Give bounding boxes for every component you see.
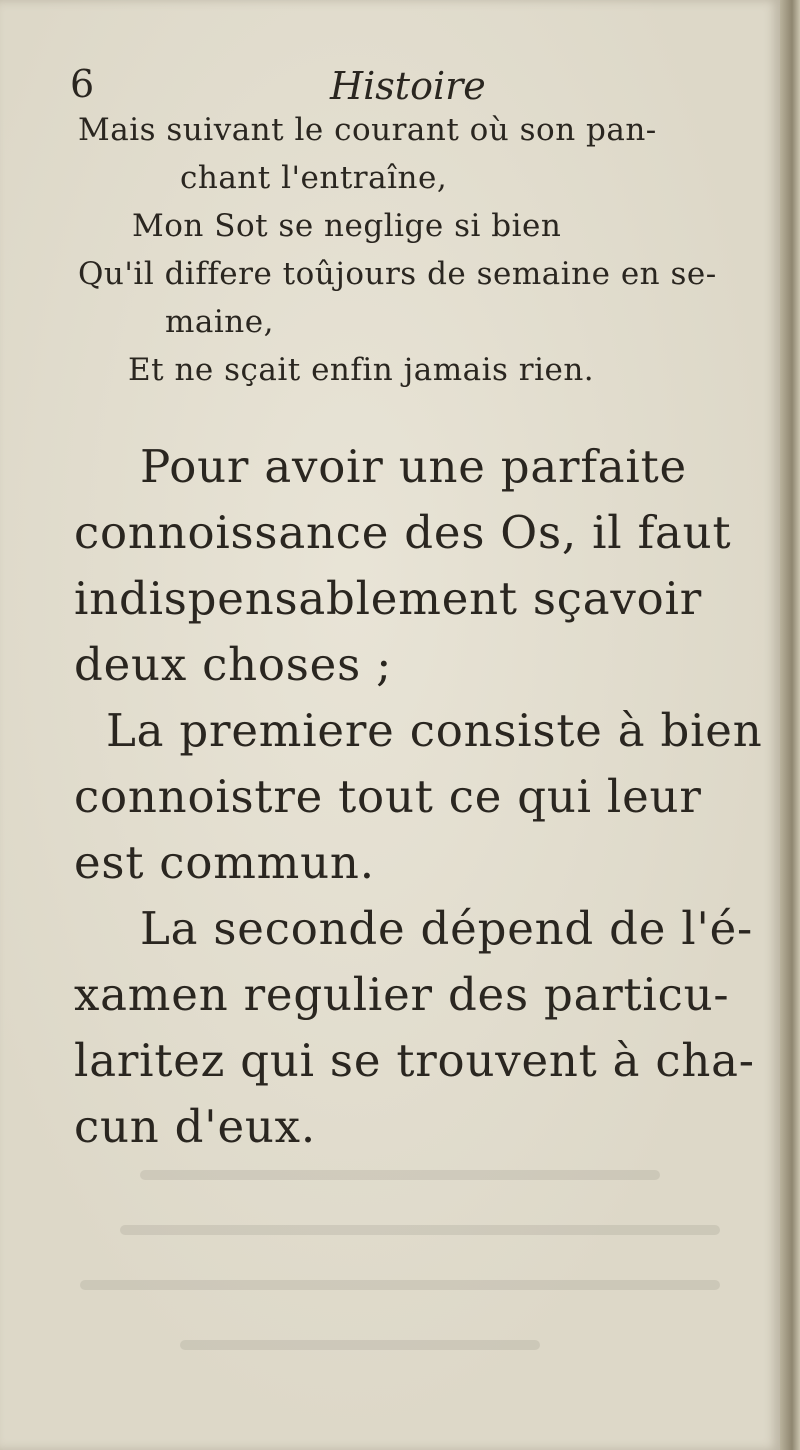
verse-line: chant l'entraîne, <box>180 160 448 196</box>
running-title: Histoire <box>330 64 486 108</box>
verse-line: Qu'il differe toûjours de semaine en se- <box>78 256 717 292</box>
show-through-texture <box>60 1150 760 1410</box>
show-through-marks <box>60 1150 760 1410</box>
running-head <box>0 62 780 112</box>
prose-line: indispensablement sçavoir <box>74 572 703 625</box>
prose-line: est commun. <box>74 836 375 889</box>
verse-line: Mais suivant le courant où son pan- <box>78 112 657 148</box>
prose-line: Pour avoir une parfaite <box>140 440 687 493</box>
verse-line: Et ne sçait enfin jamais rien. <box>128 352 595 388</box>
prose-line: connoissance des Os, il faut <box>74 506 732 559</box>
prose-line: cun d'eux. <box>74 1100 316 1153</box>
prose-line: La premiere consiste à bien <box>106 704 763 757</box>
page-number: 6 <box>70 62 95 106</box>
prose-line: La seconde dépend de l'é- <box>140 902 754 955</box>
verse-line: maine, <box>165 304 274 340</box>
prose-line: xamen regulier des particu- <box>74 968 730 1021</box>
prose-line: connoistre tout ce qui leur <box>74 770 702 823</box>
verse-line: Mon Sot se neglige si bien <box>132 208 562 244</box>
prose-line: deux choses ; <box>74 638 393 691</box>
page-edge <box>780 0 800 1450</box>
prose-line: laritez qui se trouvent à cha- <box>74 1034 755 1087</box>
